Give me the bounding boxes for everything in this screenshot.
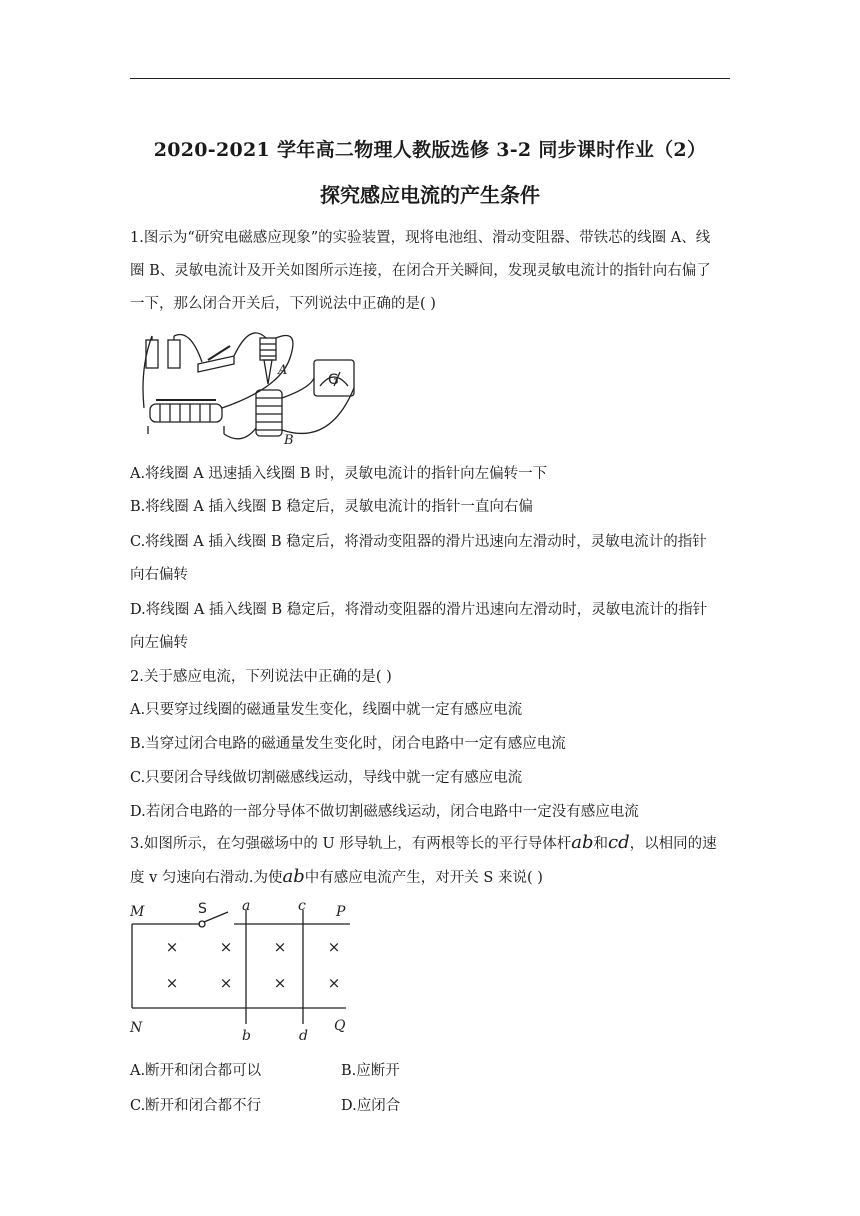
label-a: a bbox=[242, 898, 251, 914]
battery-cell bbox=[168, 340, 180, 368]
q1-stem-line1: 1.图示为“研究电磁感应现象”的实验装置，现将电池组、滑动变阻器、带铁芯的线圈 A、线 bbox=[130, 230, 711, 246]
field-mark: × bbox=[165, 938, 179, 956]
q1-option-c-line1: C.将线圈 A 插入线圈 B 稳定后，将滑动变阻器的滑片迅速向左滑动时，灵敏电流计的指针 bbox=[130, 534, 707, 550]
iron-core bbox=[264, 360, 272, 384]
field-mark: × bbox=[327, 938, 341, 956]
rheostat bbox=[150, 404, 222, 422]
label-d: d bbox=[299, 1028, 308, 1044]
switch-blade bbox=[204, 912, 228, 922]
q1-option-d-line2: 向左偏转 bbox=[130, 635, 188, 651]
battery-cell bbox=[146, 340, 158, 368]
q2-option-a: A.只要穿过线圈的磁通量发生变化，线圈中就一定有感应电流 bbox=[130, 702, 523, 718]
label-p: P bbox=[336, 904, 346, 920]
q3-stem-line1 bbox=[130, 832, 730, 853]
q3-option-d: D.应闭合 bbox=[341, 1098, 401, 1114]
q3-stem-text: ，以相同的速 bbox=[629, 836, 717, 852]
field-mark: × bbox=[165, 974, 179, 992]
q1-option-a: A.将线圈 A 迅速插入线圈 B 时，灵敏电流计的指针向左偏转一下 bbox=[130, 466, 548, 482]
coil-b bbox=[256, 390, 282, 436]
label-m: M bbox=[130, 904, 145, 920]
coil-a-label: A bbox=[278, 363, 288, 378]
label-n: N bbox=[130, 1020, 143, 1036]
label-c: c bbox=[298, 898, 306, 914]
field-mark: × bbox=[273, 938, 287, 956]
page-subtitle: 探究感应电流的产生条件 bbox=[320, 183, 540, 207]
field-mark: × bbox=[273, 974, 287, 992]
q3-stem-text: 度 v 匀速向右滑动.为使 bbox=[130, 870, 283, 886]
q2-option-b: B.当穿过闭合电路的磁通量发生变化时，闭合电路中一定有感应电流 bbox=[130, 736, 566, 752]
q2-option-d: D.若闭合电路的一部分导体不做切割磁感线运动，闭合电路中一定没有感应电流 bbox=[130, 804, 639, 820]
q1-stem-line3: 一下，那么闭合开关后，下列说法中正确的是( ) bbox=[130, 296, 436, 312]
q3-stem-line2 bbox=[130, 866, 730, 887]
q2-stem: 2.关于感应电流，下列说法中正确的是( ) bbox=[130, 669, 392, 685]
q1-option-c-line2: 向右偏转 bbox=[130, 567, 188, 583]
q3-option-c: C.断开和闭合都不行 bbox=[130, 1098, 262, 1114]
label-q: Q bbox=[334, 1018, 346, 1034]
field-mark: × bbox=[219, 974, 233, 992]
rod-ab-label: ab bbox=[571, 832, 594, 853]
label-s: S bbox=[198, 901, 207, 917]
q1-option-d-line1: D.将线圈 A 插入线圈 B 稳定后，将滑动变阻器的滑片迅速向左滑动时，灵敏电流计的指针 bbox=[130, 602, 708, 618]
q3-option-b: B.应断开 bbox=[341, 1063, 400, 1079]
field-mark: × bbox=[219, 938, 233, 956]
field-mark: × bbox=[327, 974, 341, 992]
q3-option-a: A.断开和闭合都可以 bbox=[130, 1063, 262, 1079]
galvanometer-label: G bbox=[328, 372, 339, 388]
label-b: b bbox=[242, 1028, 251, 1044]
q3-stem-text: 中有感应电流产生，对开关 S 来说( ) bbox=[304, 870, 543, 886]
q1-circuit-figure bbox=[130, 328, 360, 446]
q1-stem-line2: 圈 B、灵敏电流计及开关如图所示连接，在闭合开关瞬间，发现灵敏电流计的指针向右偏了 bbox=[130, 263, 711, 279]
rod-cd-label: cd bbox=[608, 832, 630, 853]
q3-rail-figure bbox=[128, 898, 358, 1046]
q2-option-c: C.只要闭合导线做切割磁感线运动，导线中就一定有感应电流 bbox=[130, 770, 523, 786]
q3-and-text: 和 bbox=[593, 836, 609, 852]
coil-b-label: B bbox=[284, 433, 294, 446]
q1-option-b: B.将线圈 A 插入线圈 B 稳定后，灵敏电流计的指针一直向右偏 bbox=[130, 499, 533, 515]
header-rule bbox=[130, 78, 730, 79]
switch-base bbox=[198, 356, 234, 372]
q3-stem-text: 3.如图所示，在匀强磁场中的 U 形导轨上，有两根等长的平行导体杆 bbox=[130, 836, 572, 852]
page-title: 2020-2021 学年高二物理人教版选修 3-2 同步课时作业（2） bbox=[153, 139, 707, 161]
rod-ab-label: ab bbox=[282, 866, 305, 887]
